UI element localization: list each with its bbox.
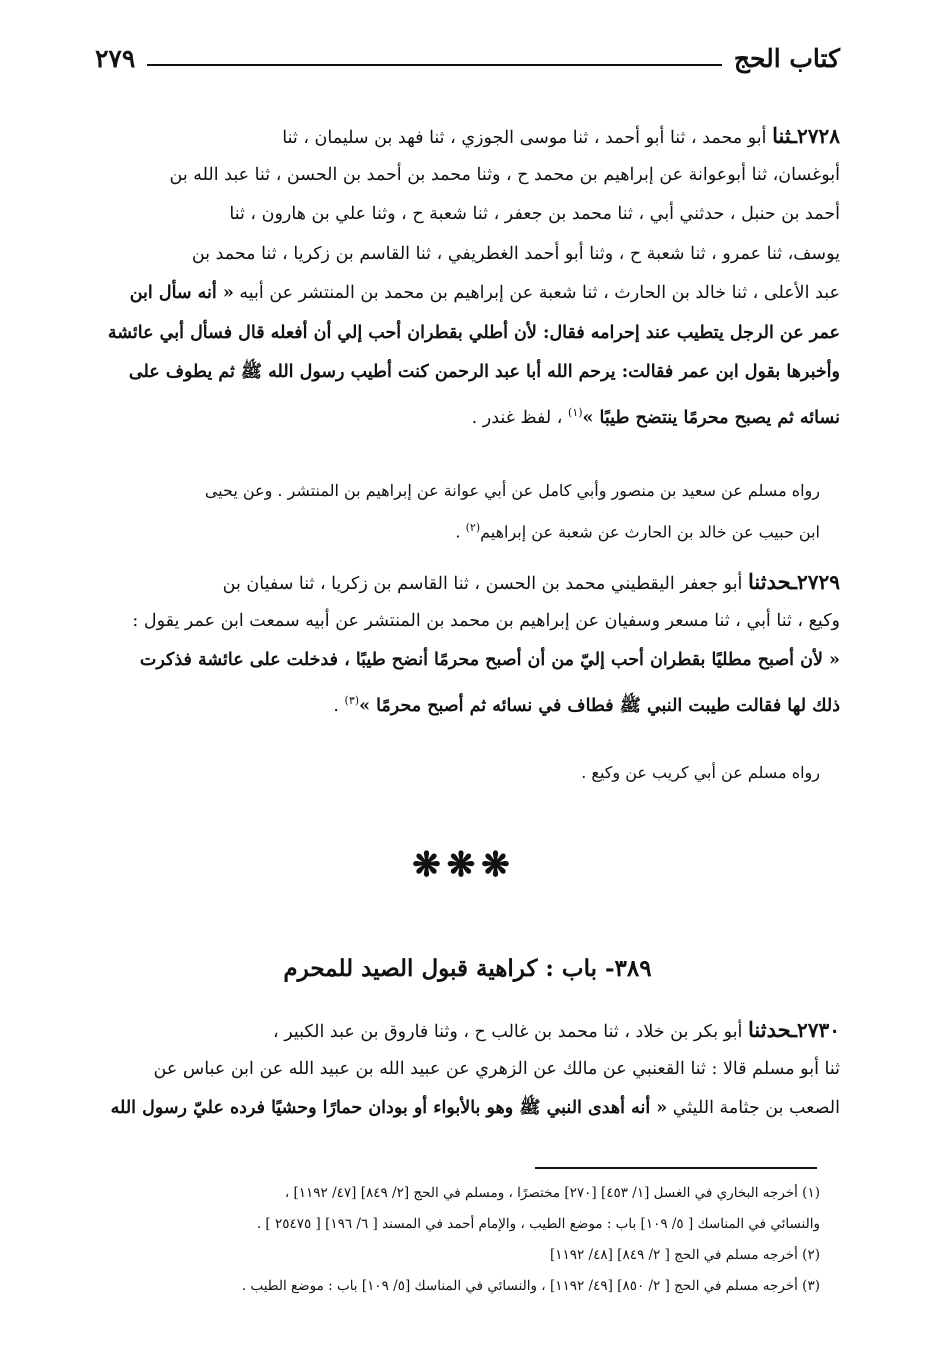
narration-word: حدثنا (748, 1017, 792, 1042)
text-line: أبوغسان، ثنا أبوعوانة عن إبراهيم بن محمد ح ، وثنا محمد بن أحمد بن الحسن ، ثنا عبد الله بن (169, 164, 840, 185)
hadith-number: ٢٧٢٩ـ (791, 570, 840, 594)
tail-text: . (455, 522, 461, 542)
matn-text: « أنه سأل ابن (129, 283, 234, 303)
text-line (95, 562, 840, 602)
narration-word: حدثنا (748, 569, 792, 594)
text-line (95, 681, 840, 721)
footnote-line: (١) أخرجه البخاري في الغسل [١/ ٤٥٣] [٢٧٠] مختصرًا ، ومسلم في الحج [٢/ ٨٤٩] [٤٧/ ١١٩٢] ، (284, 1185, 820, 1201)
text-line (95, 1010, 840, 1050)
footnote-line: والنسائي في المناسك [ ٥/ ١٠٩] باب : موضع الطيب ، والإمام أحمد في المسند [ ٦/ ١٩٦] [ ٢٥٤٧٥ ] . (256, 1216, 820, 1232)
note-text: ابن حبيب عن خالد بن الحارث عن شعبة عن إبراهيم (480, 522, 820, 542)
page-number: ٢٧٩ (95, 44, 136, 73)
hadith-number: ٢٧٣٠ـ (791, 1018, 840, 1042)
text-line (95, 393, 840, 433)
text-line: أحمد بن حنبل ، حدثني أبي ، ثنا محمد بن جعفر ، ثنا شعبة ح ، وثنا علي بن هارون ، ثنا (229, 204, 840, 224)
note-line: رواه مسلم عن أبي كريب عن وكيع . (581, 763, 820, 782)
hadith-2730 (95, 1010, 840, 1129)
footnote-ref: (١) (568, 405, 583, 419)
text-line (95, 116, 840, 156)
footnote-ref: (٢) (465, 521, 481, 534)
isnad-text: أبو جعفر اليقطيني محمد بن الحسن ، ثنا القاسم بن زكريا ، ثنا سفيان بن (222, 574, 743, 594)
text-line: ثنا أبو مسلم قالا : ثنا القعنبي عن مالك عن الزهري عن عبيد الله بن عبيد الله عن ابن عباس عن (153, 1058, 840, 1079)
footnote-line: (٣) أخرجه مسلم في الحج [ ٢/ ٨٥٠] [٤٩/ ١١٩٢] ، والنسائي في المناسك [٥/ ١٠٩] باب : موضع الطيب . (241, 1278, 820, 1294)
text-line (95, 1089, 840, 1129)
section-separator: ❋❋❋ (412, 845, 516, 885)
isnad-text: أبو بكر بن خلاد ، ثنا محمد بن غالب ح ، وثنا فاروق بن عبد الكبير ، (273, 1022, 743, 1042)
text-line: يوسف، ثنا عمرو ، ثنا شعبة ح ، وثنا أبو أحمد الغطريفي ، ثنا القاسم بن زكريا ، ثنا محمد بن (191, 243, 840, 264)
tail-text: ، لفظ غندر . (471, 407, 563, 428)
matn-line: عمر عن الرجل يتطيب عند إحرامه فقال: لأن أطلي بقطران أحب إلي أن أفعله قال فسأل أبي عائشة (107, 322, 840, 343)
takhrij-note-2728 (95, 472, 820, 546)
footnotes (85, 1178, 820, 1302)
note-line: رواه مسلم عن سعيد بن منصور وأبي كامل عن أبي عوانة عن إبراهيم بن المنتشر . وعن يحيى (204, 481, 820, 500)
book-title: كتاب الحج (733, 44, 840, 73)
isnad-text: الصعب بن جثامة الليثي (672, 1098, 840, 1118)
takhrij-note-2729 (95, 754, 820, 791)
tail-text: . (333, 695, 339, 716)
footnote-line: (٢) أخرجه مسلم في الحج [ ٢/ ٨٤٩] [٤٨/ ١١٩٢] (549, 1247, 820, 1263)
hadith-2729 (95, 562, 840, 720)
matn-line: وأخبرها بقول ابن عمر فقالت: يرحم الله أبا عبد الرحمن كنت أطيب رسول الله ﷺ ثم يطوف على (128, 362, 840, 382)
hadith-2728 (95, 116, 840, 432)
footnote-rule (535, 1167, 817, 1169)
matn-text: ذلك لها فقالت طيبت النبي ﷺ فطاف في نسائه ثم أصبح محرمًا » (359, 695, 840, 716)
matn-text: « أنه أهدى النبي ﷺ وهو بالأبواء أو بودان حمارًا وحشيًا فرده عليّ رسول الله (110, 1098, 668, 1118)
text-line (95, 274, 840, 314)
text-line: وكيع ، ثنا أبي ، ثنا مسعر وسفيان عن إبراهيم بن محمد بن المنتشر عن أبيه سمعت ابن عمر يقول : (132, 610, 840, 631)
isnad-text: أبو محمد ، ثنا أبو أحمد ، ثنا موسى الجوزي ، ثنا فهد بن سليمان ، ثنا (282, 128, 767, 148)
narration-word: ثنا (772, 123, 792, 148)
matn-text: نسائه ثم يصبح محرمًا ينتضح طيبًا » (582, 407, 840, 428)
matn-line: « لأن أصبح مطليًا بقطران أحب إليّ من أن أصبح محرمًا أنضح طيبًا ، فدخلت على عائشة فذكرت (139, 650, 840, 670)
hadith-number: ٢٧٢٨ـ (791, 124, 840, 148)
running-header (95, 44, 840, 84)
chapter-heading: ٣٨٩- باب : كراهية قبول الصيد للمحرم (283, 955, 652, 982)
header-rule (147, 64, 722, 66)
note-line (95, 509, 820, 546)
isnad-text: عبد الأعلى ، ثنا خالد بن الحارث ، ثنا شعبة عن إبراهيم بن محمد بن المنتشر عن أبيه (239, 283, 840, 303)
footnote-ref: (٣) (344, 693, 360, 707)
